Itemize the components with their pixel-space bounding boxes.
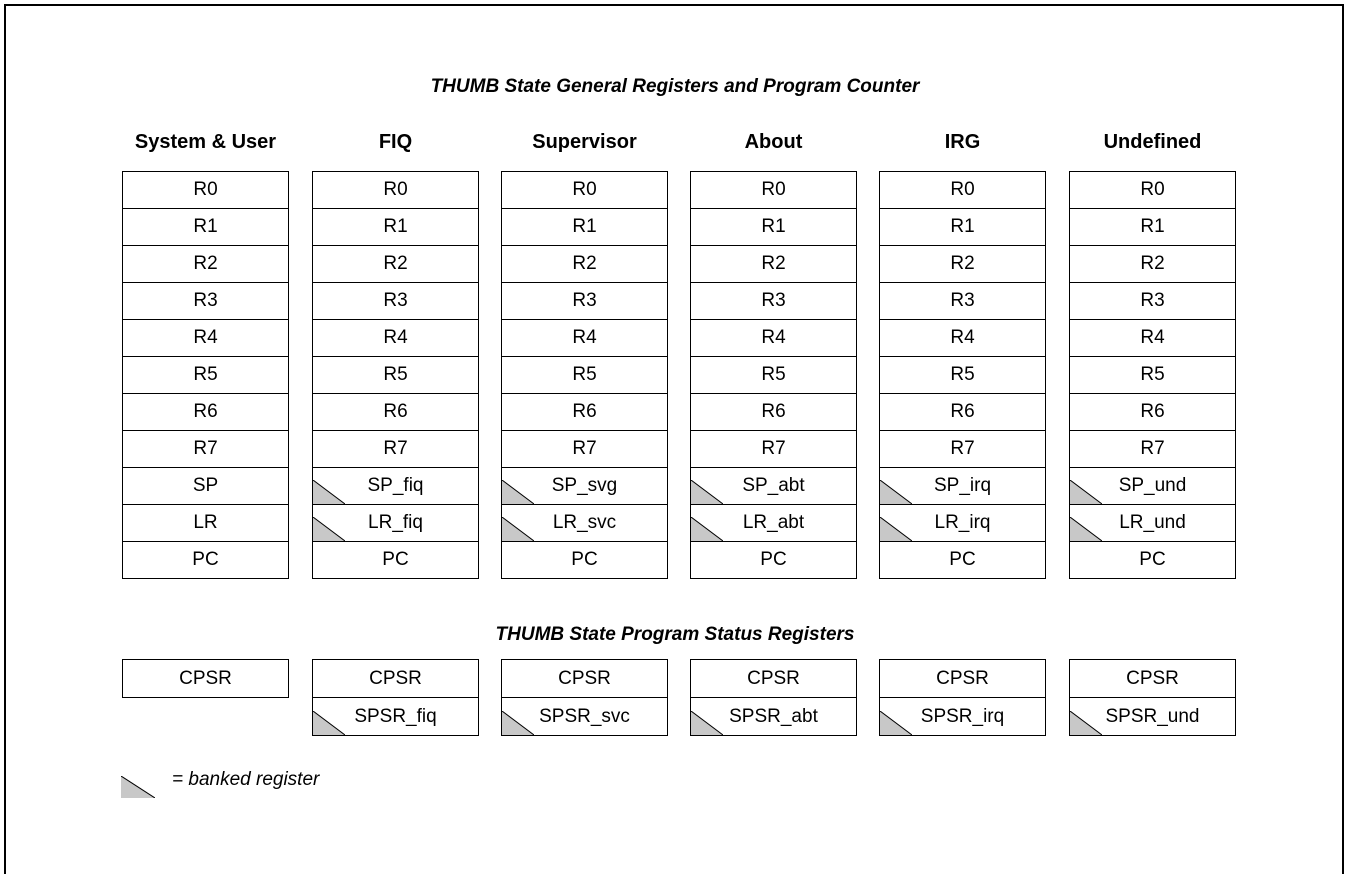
status-register-label: CPSR: [558, 668, 611, 689]
register-cell: [1069, 541, 1236, 579]
register-label: LR_svc: [552, 512, 617, 533]
register-cell: [312, 504, 479, 542]
register-label: R0: [383, 179, 408, 200]
register-label: R5: [761, 364, 786, 385]
register-label: SP: [192, 475, 219, 496]
register-label: R5: [193, 364, 218, 385]
register-label: SP_irq: [933, 475, 992, 496]
register-label: LR_abt: [742, 512, 805, 533]
diagram-title: THUMB State General Registers and Program Counter: [430, 76, 920, 97]
status-register-cell: [501, 697, 668, 736]
register-label: PC: [382, 549, 409, 570]
register-cell: [501, 282, 668, 320]
banked-register-icon: [502, 480, 534, 504]
register-label: PC: [760, 549, 787, 570]
status-register-column: [879, 659, 1046, 736]
register-column: [1069, 171, 1236, 579]
register-label: R3: [761, 290, 786, 311]
status-register-column: [312, 659, 479, 736]
status-register-label: SPSR_irq: [920, 706, 1005, 727]
register-label: R5: [950, 364, 975, 385]
status-registers-title: THUMB State Program Status Registers: [495, 624, 855, 645]
register-cell: [122, 208, 289, 246]
register-label: R4: [950, 327, 975, 348]
register-cell: [312, 430, 479, 468]
register-cell: [879, 504, 1046, 542]
register-label: R7: [193, 438, 218, 459]
status-register-label: SPSR_abt: [729, 706, 818, 727]
register-cell: [122, 319, 289, 357]
status-register-label: CPSR: [179, 668, 232, 689]
banked-register-icon: [1070, 480, 1102, 504]
register-cell: [501, 208, 668, 246]
banked-register-icon: [313, 480, 345, 504]
status-register-cell: [879, 697, 1046, 736]
register-cell: [312, 541, 479, 579]
register-cell: [879, 245, 1046, 283]
register-label: LR: [193, 512, 218, 533]
register-label: R5: [1140, 364, 1165, 385]
register-label: R1: [193, 216, 218, 237]
register-cell: [1069, 467, 1236, 505]
status-register-label: CPSR: [747, 668, 800, 689]
register-cell: [690, 208, 857, 246]
register-label: PC: [192, 549, 219, 570]
register-label: R2: [193, 253, 218, 274]
register-label: R2: [761, 253, 786, 274]
register-label: SP_und: [1118, 475, 1187, 496]
register-cell: [690, 245, 857, 283]
status-register-cell: [122, 659, 289, 698]
register-cell: [879, 541, 1046, 579]
status-register-label: SPSR_und: [1105, 706, 1200, 727]
register-label: R3: [572, 290, 597, 311]
register-cell: [501, 245, 668, 283]
register-cell: [1069, 208, 1236, 246]
register-cell: [312, 245, 479, 283]
mode-header: Supervisor: [532, 131, 637, 153]
register-label: R5: [383, 364, 408, 385]
register-label: R4: [761, 327, 786, 348]
register-column: [879, 171, 1046, 579]
status-register-label: SPSR_svc: [539, 706, 630, 727]
status-register-cell: [690, 697, 857, 736]
mode-header: Undefined: [1103, 131, 1202, 153]
register-cell: [879, 282, 1046, 320]
register-cell: [122, 467, 289, 505]
banked-register-icon: [691, 711, 723, 735]
register-cell: [312, 393, 479, 431]
register-label: R0: [193, 179, 218, 200]
register-cell: [501, 319, 668, 357]
register-cell: [690, 430, 857, 468]
register-cell: [1069, 393, 1236, 431]
register-cell: [501, 393, 668, 431]
register-cell: [312, 282, 479, 320]
register-label: R7: [572, 438, 597, 459]
register-label: R6: [761, 401, 786, 422]
register-cell: [1069, 319, 1236, 357]
register-cell: [122, 393, 289, 431]
mode-header: FIQ: [378, 131, 413, 153]
banked-register-icon: [502, 517, 534, 541]
register-cell: [879, 319, 1046, 357]
register-cell: [501, 356, 668, 394]
register-label: R2: [950, 253, 975, 274]
status-register-column: [501, 659, 668, 736]
register-label: R6: [950, 401, 975, 422]
register-label: R1: [950, 216, 975, 237]
register-cell: [690, 319, 857, 357]
register-cell: [690, 282, 857, 320]
register-cell: [312, 208, 479, 246]
register-label: SP_fiq: [367, 475, 424, 496]
status-register-cell: [1069, 659, 1236, 698]
register-label: R4: [383, 327, 408, 348]
register-cell: [122, 171, 289, 209]
status-register-column: [122, 659, 289, 698]
mode-header: About: [744, 131, 803, 153]
register-label: R1: [761, 216, 786, 237]
status-register-cell: [879, 659, 1046, 698]
register-label: R3: [1140, 290, 1165, 311]
register-label: R0: [761, 179, 786, 200]
register-label: R0: [572, 179, 597, 200]
register-label: R1: [383, 216, 408, 237]
register-label: R6: [383, 401, 408, 422]
legend-text: = banked register: [172, 769, 320, 790]
register-label: R7: [383, 438, 408, 459]
register-cell: [879, 393, 1046, 431]
status-register-cell: [1069, 697, 1236, 736]
register-cell: [879, 430, 1046, 468]
banked-register-icon: [880, 517, 912, 541]
banked-register-icon: [1070, 711, 1102, 735]
register-cell: [122, 356, 289, 394]
register-label: LR_und: [1119, 512, 1186, 533]
register-cell: [501, 541, 668, 579]
register-label: R6: [572, 401, 597, 422]
register-label: R4: [572, 327, 597, 348]
register-cell: [312, 171, 479, 209]
register-label: R7: [950, 438, 975, 459]
register-cell: [879, 208, 1046, 246]
status-register-cell: [690, 659, 857, 698]
register-label: R7: [761, 438, 786, 459]
register-column: [690, 171, 857, 579]
register-label: PC: [949, 549, 976, 570]
register-cell: [690, 171, 857, 209]
register-label: PC: [571, 549, 598, 570]
register-cell: [1069, 245, 1236, 283]
banked-register-legend-icon: [121, 776, 155, 798]
register-label: R1: [1140, 216, 1165, 237]
register-label: PC: [1139, 549, 1166, 570]
register-cell: [690, 467, 857, 505]
register-label: R4: [193, 327, 218, 348]
register-cell: [312, 467, 479, 505]
register-cell: [1069, 282, 1236, 320]
status-register-cell: [312, 697, 479, 736]
status-register-label: CPSR: [369, 668, 422, 689]
register-label: LR_fiq: [368, 512, 423, 533]
register-cell: [1069, 171, 1236, 209]
register-label: R7: [1140, 438, 1165, 459]
register-label: R5: [572, 364, 597, 385]
register-label: R3: [193, 290, 218, 311]
register-column: [122, 171, 289, 579]
register-cell: [501, 467, 668, 505]
register-cell: [1069, 504, 1236, 542]
banked-register-icon: [1070, 517, 1102, 541]
register-cell: [501, 171, 668, 209]
register-cell: [122, 541, 289, 579]
register-label: LR_irq: [934, 512, 991, 533]
status-register-cell: [312, 659, 479, 698]
banked-register-icon: [313, 711, 345, 735]
banked-register-icon: [880, 711, 912, 735]
banked-register-icon: [880, 480, 912, 504]
register-cell: [690, 504, 857, 542]
status-register-label: CPSR: [1126, 668, 1179, 689]
register-cell: [690, 393, 857, 431]
register-label: R3: [383, 290, 408, 311]
register-cell: [501, 430, 668, 468]
status-register-column: [1069, 659, 1236, 736]
register-label: R0: [950, 179, 975, 200]
register-cell: [312, 319, 479, 357]
banked-register-icon: [313, 517, 345, 541]
mode-header: System & User: [134, 131, 277, 153]
register-label: SP_svg: [551, 475, 618, 496]
register-label: R2: [383, 253, 408, 274]
register-label: SP_abt: [742, 475, 805, 496]
register-cell: [122, 430, 289, 468]
banked-register-icon: [691, 517, 723, 541]
register-label: R0: [1140, 179, 1165, 200]
register-cell: [1069, 356, 1236, 394]
register-label: R6: [1140, 401, 1165, 422]
banked-register-icon: [691, 480, 723, 504]
status-register-column: [690, 659, 857, 736]
register-cell: [879, 467, 1046, 505]
register-label: R3: [950, 290, 975, 311]
banked-register-icon: [502, 711, 534, 735]
status-register-label: CPSR: [936, 668, 989, 689]
register-cell: [879, 356, 1046, 394]
mode-header: IRG: [944, 131, 981, 153]
register-label: R4: [1140, 327, 1165, 348]
register-label: R1: [572, 216, 597, 237]
register-cell: [879, 171, 1046, 209]
register-cell: [1069, 430, 1236, 468]
register-label: R6: [193, 401, 218, 422]
status-register-cell: [501, 659, 668, 698]
status-register-label: SPSR_fiq: [354, 706, 437, 727]
register-cell: [501, 504, 668, 542]
register-cell: [122, 245, 289, 283]
register-cell: [690, 541, 857, 579]
register-column: [312, 171, 479, 579]
register-label: R2: [572, 253, 597, 274]
register-cell: [312, 356, 479, 394]
register-column: [501, 171, 668, 579]
register-label: R2: [1140, 253, 1165, 274]
register-cell: [122, 504, 289, 542]
register-cell: [690, 356, 857, 394]
register-cell: [122, 282, 289, 320]
